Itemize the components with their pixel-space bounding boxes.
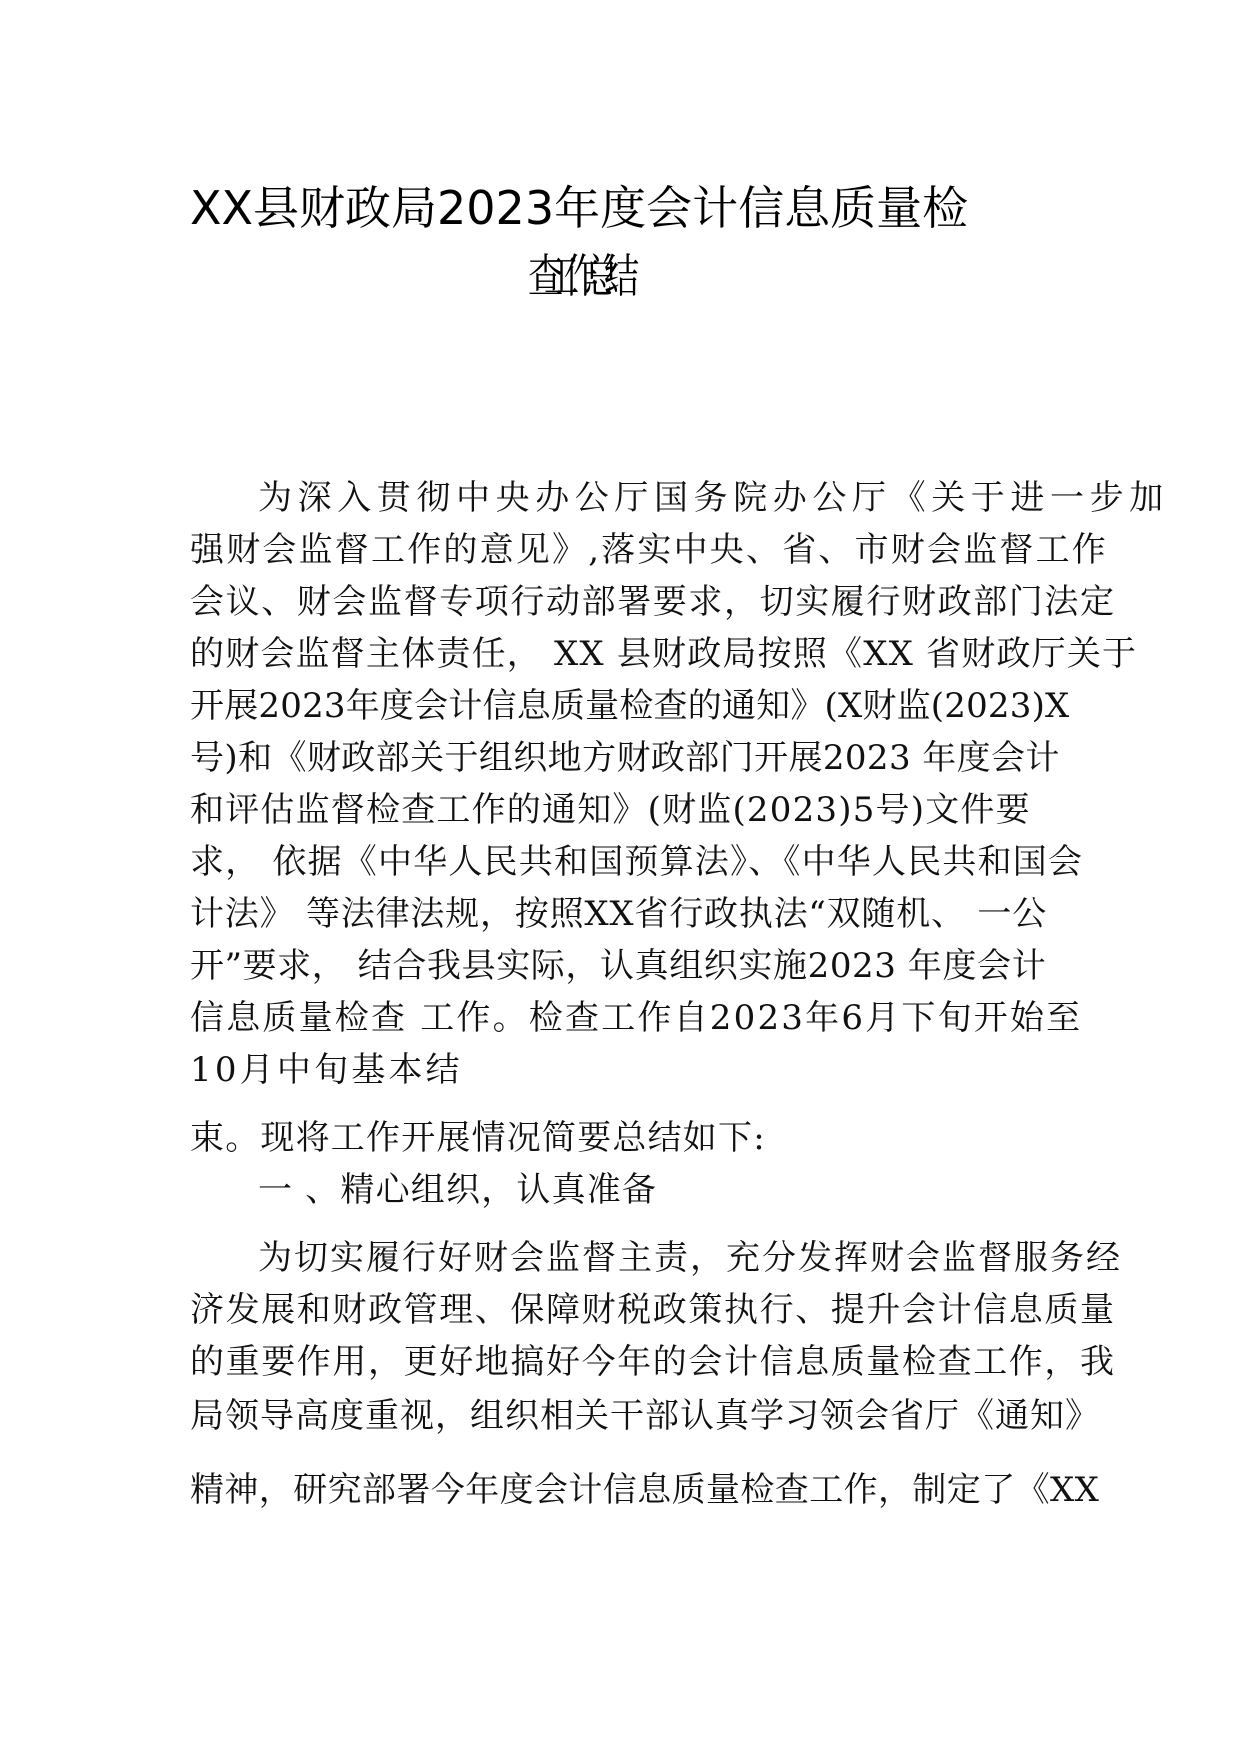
- body-line: 信息质量检查 工作。检查工作自2023年6月下旬开始至: [190, 998, 1083, 1038]
- body-line: 济发展和财政管理、保障财税政策执行、提升会计信息质量: [190, 1290, 1116, 1330]
- body-line: 的财会监督主体责任， XX 县财政局按照《XX 省财政厅关于: [190, 634, 1138, 674]
- body-line: 束。现将工作开展情况简要总结如下:: [190, 1118, 766, 1158]
- body-line: 计法》 等法律法规，按照XX省行政执法“双随机、 一公: [190, 894, 1048, 934]
- document-title-line-2: 查 工作总结: [528, 249, 624, 303]
- body-line: 强财会监督工作的意见》,落实中央、省、市财会监督工作: [190, 530, 1109, 570]
- document-title-line-1: XX县财政局2023年度会计信息质量检: [190, 181, 969, 235]
- body-line: 开展2023年度会计信息质量检查的通知》(X财监(2023)X: [190, 686, 1070, 726]
- body-line: 求， 依据《中华人民共和国预算法》、《中华人民共和国会: [190, 842, 1084, 882]
- body-line: 为切实履行好财会监督主责，充分发挥财会监督服务经: [258, 1238, 1122, 1278]
- body-line: 局领导高度重视，组织相关干部认真学习领会省厅《通知》: [190, 1396, 1100, 1436]
- section-heading: 一 、精心组织，认真准备: [258, 1170, 658, 1210]
- body-line: 为深入贯彻中央办公厅国务院办公厅《关于进一步加: [258, 478, 1169, 518]
- body-line: 号)和《财政部关于组织地方财政部门开展2023 年度会计: [190, 738, 1060, 778]
- body-line: 的重要作用，更好地搞好今年的会计信息质量检查工作，我: [190, 1342, 1116, 1382]
- body-line: 会议、财会监督专项行动部署要求，切实履行财政部门法定: [190, 582, 1116, 622]
- body-line: 开”要求， 结合我县实际，认真组织实施2023 年度会计: [190, 946, 1047, 986]
- body-line: 精神，研究部署今年度会计信息质量检查工作，制定了《XX: [190, 1470, 1100, 1510]
- body-line: 和评估监督检查工作的通知》(财监(2023)5号)文件要: [190, 790, 1031, 830]
- body-line: 10月中旬基本结: [190, 1050, 463, 1090]
